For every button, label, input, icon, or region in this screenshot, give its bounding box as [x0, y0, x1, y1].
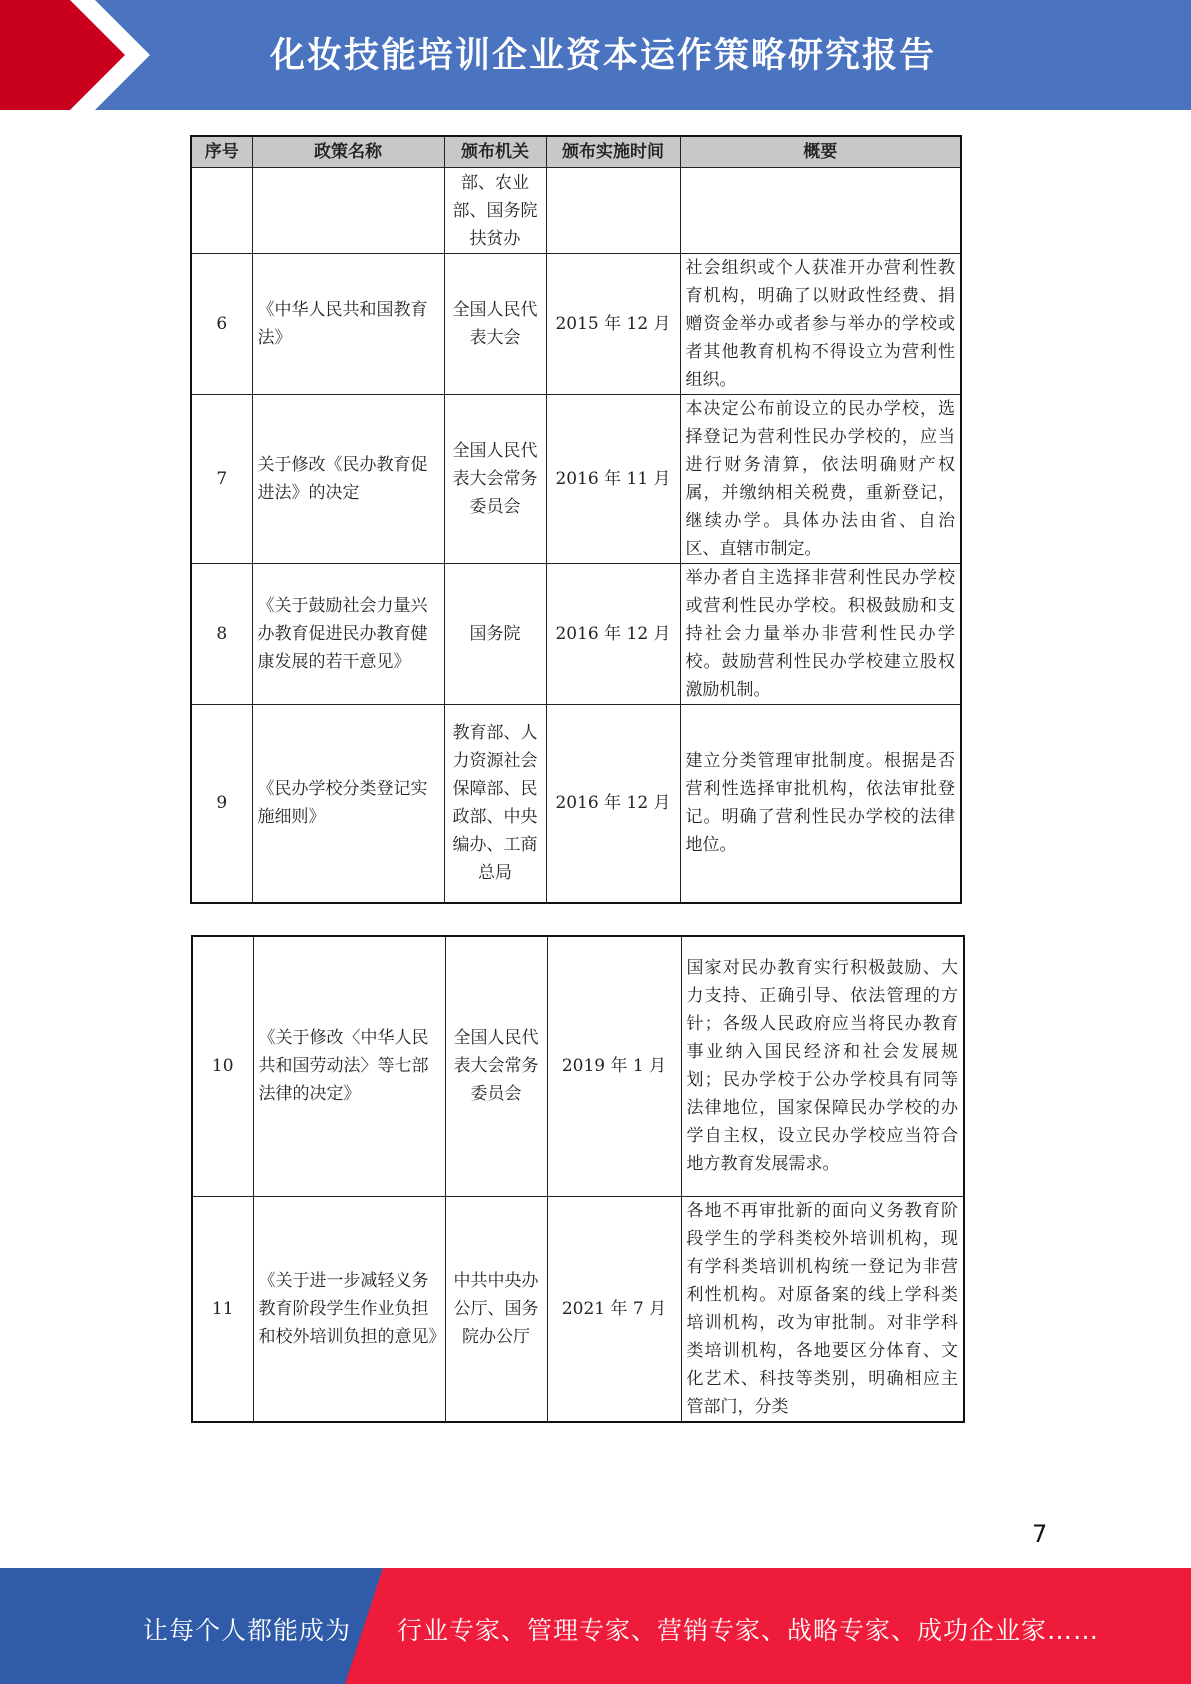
policy-table-part1 — [190, 135, 962, 904]
cell-no: 8 — [191, 564, 252, 705]
cell-summary: 本决定公布前设立的民办学校，选择登记为营利性民办学校的，应当进行财务清算，依法明确财产权属，并缴纳相关税费，重新登记，继续办学。具体办法由省、自治区、直辖市制定。 — [680, 395, 961, 564]
cell-org: 全国人民代表大会 — [444, 254, 546, 395]
page-header — [0, 0, 1191, 110]
cell-org: 部、农业部、国务院扶贫办 — [444, 168, 546, 254]
cell-date: 2016 年 12 月 — [546, 564, 680, 705]
footer-slogan-right: 行业专家、管理专家、营销专家、战略专家、成功企业家…… — [397, 1616, 1100, 1645]
cell-org: 全国人民代表大会常务委员会 — [445, 936, 547, 1196]
policy-table-part2 — [191, 935, 965, 1423]
footer-slogan-left: 让每个人都能成为 — [143, 1616, 352, 1645]
cell-name: 关于修改《民办教育促进法》的决定 — [252, 395, 444, 564]
cell-date — [546, 168, 680, 254]
page-number: 7 — [1032, 1520, 1048, 1548]
cell-no: 11 — [192, 1196, 253, 1422]
cell-name: 《中华人民共和国教育法》 — [252, 254, 444, 395]
cell-summary: 各地不再审批新的面向义务教育阶段学生的学科类校外培训机构，现有学科类培训机构统一登记为非营利性机构。对原备案的线上学科类培训机构，改为审批制。对非学科类培训机构，各地要区分体育、文化艺术、科技等类别，明确相应主管部门，分类 — [681, 1196, 964, 1422]
cell-org: 中共中央办公厅、国务院办公厅 — [445, 1196, 547, 1422]
cell-date: 2015 年 12 月 — [546, 254, 680, 395]
table-row — [191, 705, 961, 903]
report-title: 化妆技能培训企业资本运作策略研究报告 — [269, 36, 936, 76]
table-header-row — [191, 136, 961, 168]
header-no: 序号 — [191, 136, 252, 168]
cell-no: 9 — [191, 705, 252, 903]
table-row — [191, 395, 961, 564]
cell-name — [252, 168, 444, 254]
header-org: 颁布机关 — [444, 136, 546, 168]
cell-name: 《民办学校分类登记实施细则》 — [252, 705, 444, 903]
cell-name: 《关于进一步减轻义务教育阶段学生作业负担和校外培训负担的意见》 — [253, 1196, 445, 1422]
cell-name: 《关于修改〈中华人民共和国劳动法〉等七部法律的决定》 — [253, 936, 445, 1196]
header-name: 政策名称 — [252, 136, 444, 168]
cell-org: 教育部、人力资源社会保障部、民政部、中央编办、工商总局 — [444, 705, 546, 903]
cell-date: 2019 年 1 月 — [547, 936, 681, 1196]
cell-no — [191, 168, 252, 254]
cell-no: 7 — [191, 395, 252, 564]
cell-date: 2021 年 7 月 — [547, 1196, 681, 1422]
table-row — [191, 564, 961, 705]
cell-name: 《关于鼓励社会力量兴办教育促进民办教育健康发展的若干意见》 — [252, 564, 444, 705]
header-summary: 概要 — [680, 136, 961, 168]
cell-org: 全国人民代表大会常务委员会 — [444, 395, 546, 564]
page-footer — [0, 1568, 1191, 1684]
cell-date: 2016 年 11 月 — [546, 395, 680, 564]
cell-org: 国务院 — [444, 564, 546, 705]
cell-summary — [680, 168, 961, 254]
cell-summary: 国家对民办教育实行积极鼓励、大力支持、正确引导、依法管理的方针；各级人民政府应当将民办教育事业纳入国民经济和社会发展规划；民办学校于公办学校具有同等法律地位，国家保障民办学校的办学自主权，设立民办学校应当符合地方教育发展需求。 — [681, 936, 964, 1196]
cell-summary: 社会组织或个人获准开办营利性教育机构，明确了以财政性经费、捐赠资金举办或者参与举办的学校或者其他教育机构不得设立为营利性组织。 — [680, 254, 961, 395]
cell-summary: 举办者自主选择非营利性民办学校或营利性民办学校。积极鼓励和支持社会力量举办非营利性民办学校。鼓励营利性民办学校建立股权激励机制。 — [680, 564, 961, 705]
table-row — [191, 254, 961, 395]
cell-summary: 建立分类管理审批制度。根据是否营利性选择审批机构，依法审批登记。明确了营利性民办学校的法律地位。 — [680, 705, 961, 903]
cell-no: 10 — [192, 936, 253, 1196]
table-row — [191, 168, 961, 254]
cell-date: 2016 年 12 月 — [546, 705, 680, 903]
table-row — [192, 936, 964, 1196]
table-row — [192, 1196, 964, 1422]
header-date: 颁布实施时间 — [546, 136, 680, 168]
cell-no: 6 — [191, 254, 252, 395]
